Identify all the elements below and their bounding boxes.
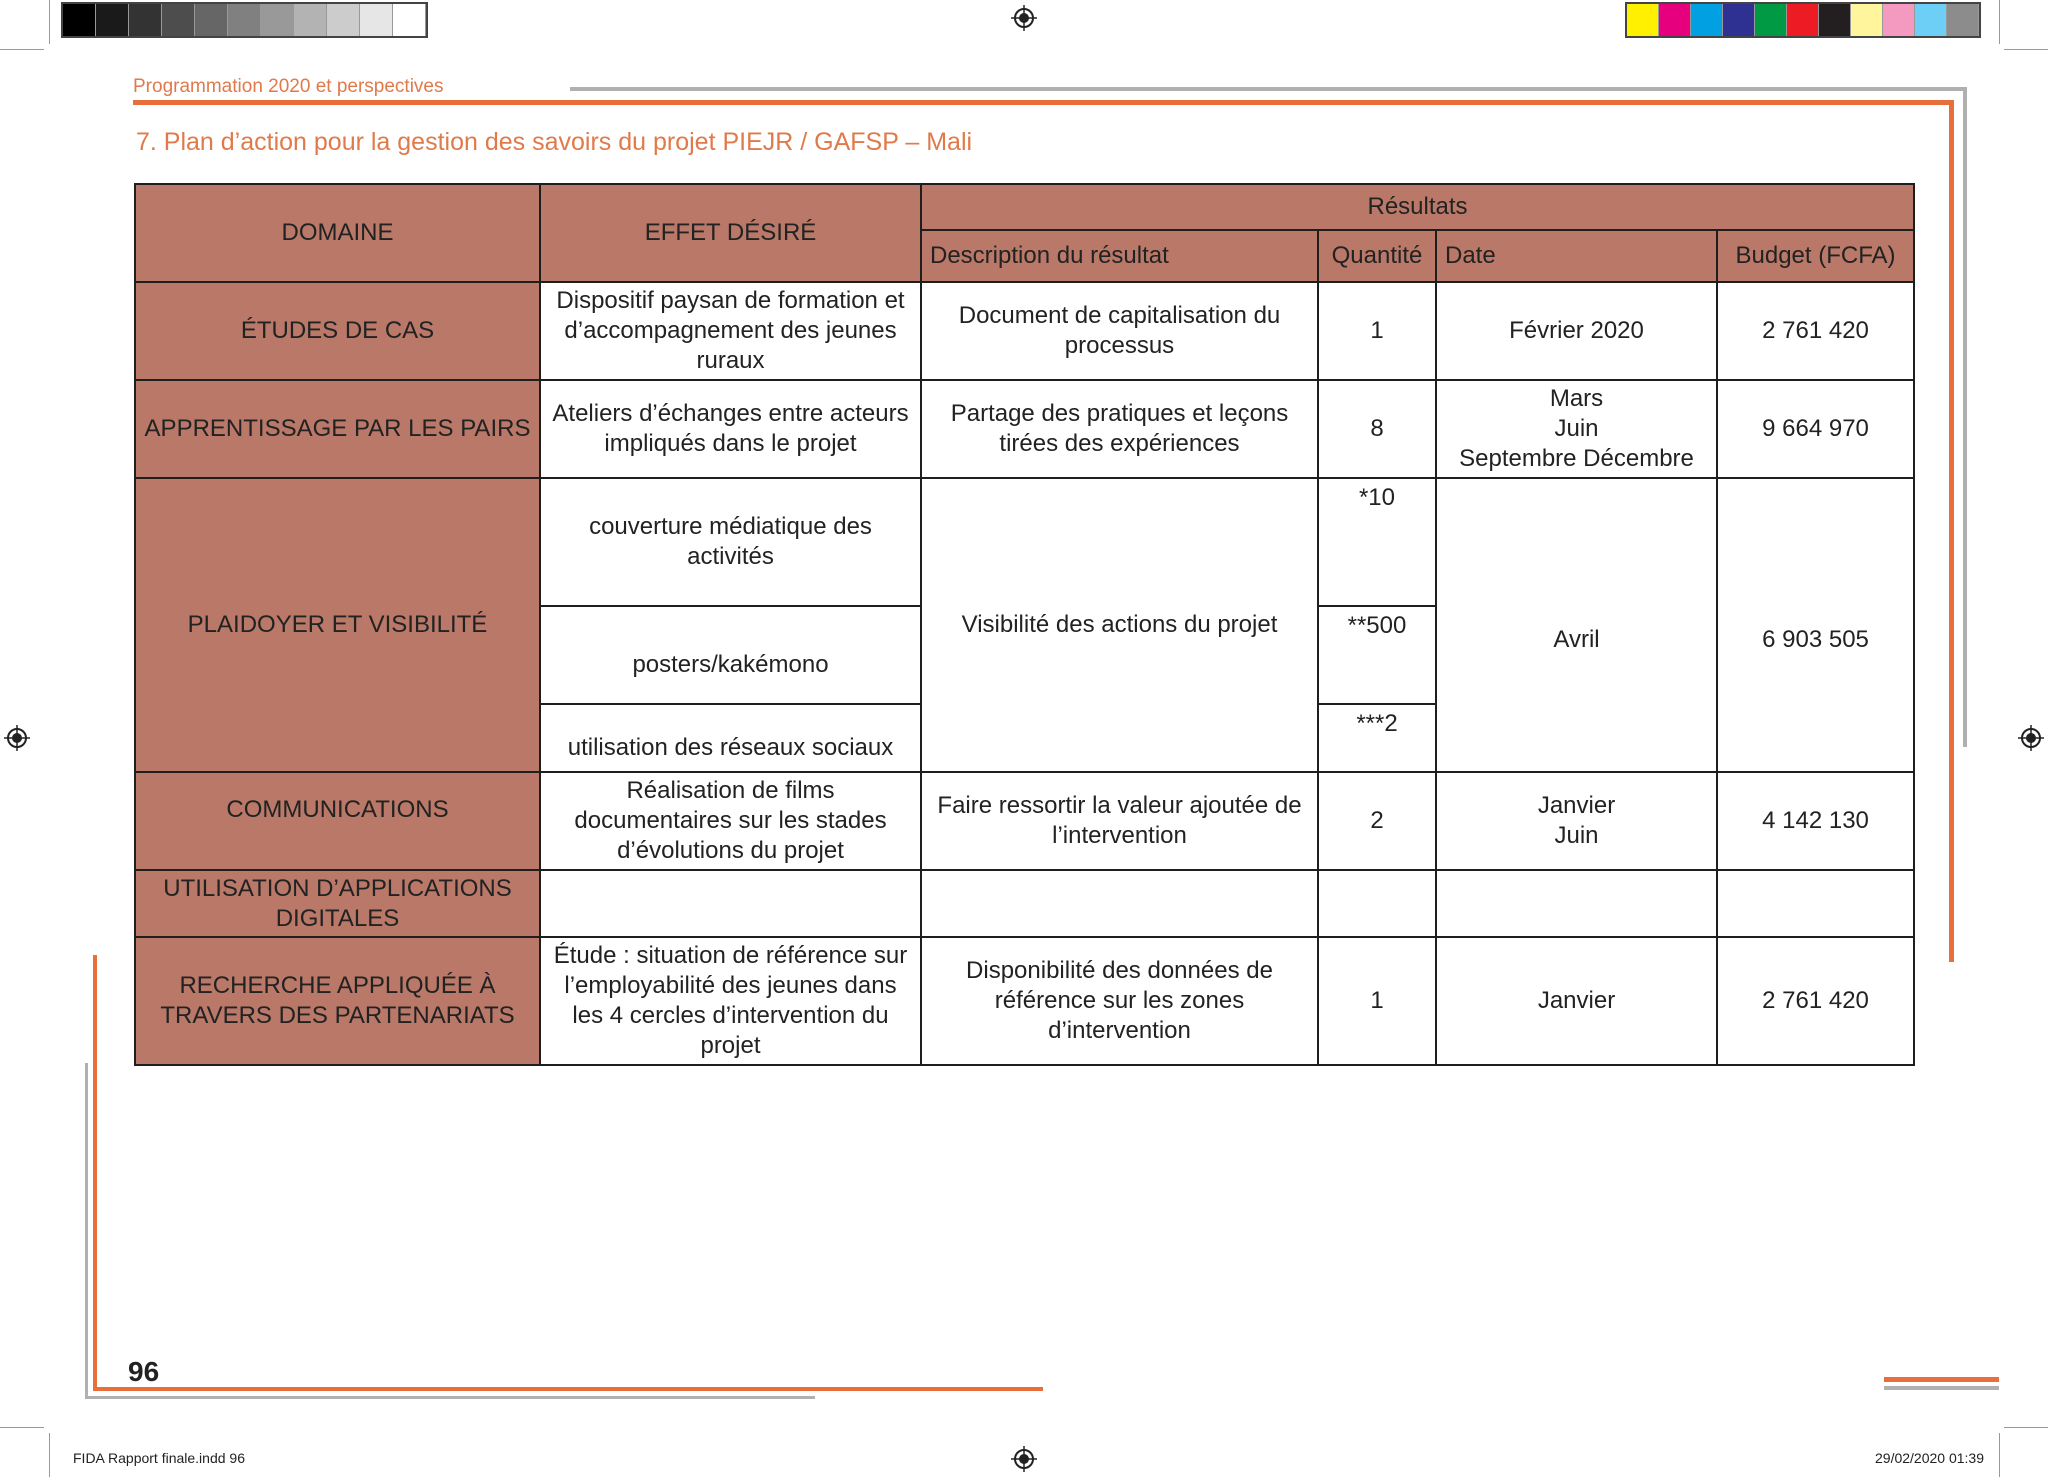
- color-swatch: [1723, 4, 1755, 36]
- header-rule-orange: [133, 100, 1953, 105]
- gray-swatch: [327, 4, 360, 36]
- description-cell: Partage des pratiques et leçons tirées des expériences: [921, 380, 1318, 478]
- crop-mark: [0, 1427, 44, 1428]
- date-cell: [1436, 870, 1717, 937]
- domaine-cell: PLAIDOYER ET VISIBILITÉ: [135, 478, 540, 772]
- color-swatch: [1659, 4, 1691, 36]
- effet-cell: Dispositif paysan de formation et d’accompagnement des jeunes ruraux: [540, 282, 921, 380]
- gray-swatch: [360, 4, 393, 36]
- table-row: [135, 478, 1914, 606]
- crop-mark: [49, 0, 50, 44]
- frame-rule-orange: [1949, 100, 1954, 962]
- effet-cell: [540, 870, 921, 937]
- frame-rule-gray: [1963, 87, 1967, 747]
- date-line: Septembre Décembre: [1459, 445, 1694, 472]
- domaine-cell: UTILISATION D’APPLICATIONS DIGITALES: [135, 870, 540, 937]
- domaine-cell: APPRENTISSAGE PAR LES PAIRS: [135, 380, 540, 478]
- footer-rule-gray-vertical: [85, 1063, 88, 1399]
- gray-swatch: [162, 4, 195, 36]
- color-swatch: [1787, 4, 1819, 36]
- header-quantite: Quantité: [1318, 230, 1436, 282]
- date-line: Janvier: [1537, 792, 1616, 819]
- color-swatch: [1883, 4, 1915, 36]
- description-cell: [921, 870, 1318, 937]
- quantite-cell: 1: [1318, 937, 1436, 1065]
- page-number: 96: [128, 1356, 160, 1387]
- quantite-cell: 2: [1318, 772, 1436, 870]
- date-line: Mars: [1549, 385, 1604, 412]
- color-swatch: [1819, 4, 1851, 36]
- header-effet-desire: EFFET DÉSIRÉ: [540, 184, 921, 282]
- gray-swatch: [261, 4, 294, 36]
- date-line: Juin: [1554, 415, 1599, 442]
- crop-mark: [0, 49, 44, 50]
- color-swatch: [1755, 4, 1787, 36]
- header-description: Description du résultat: [921, 230, 1318, 282]
- quantite-cell: 1: [1318, 282, 1436, 380]
- gray-swatch: [129, 4, 162, 36]
- budget-cell: 2 761 420: [1717, 937, 1914, 1065]
- date-cell: Avril: [1436, 478, 1717, 772]
- crop-mark: [49, 1433, 50, 1477]
- crop-mark: [1999, 0, 2000, 44]
- header-rule-gray: [570, 87, 1967, 91]
- budget-cell: 2 761 420: [1717, 282, 1914, 380]
- effet-cell: utilisation des réseaux sociaux: [540, 704, 921, 772]
- quantite-cell: **500: [1318, 606, 1436, 704]
- header-date: Date: [1436, 230, 1717, 282]
- quantite-cell: [1318, 870, 1436, 937]
- description-cell: Visibilité des actions du projet: [921, 478, 1318, 772]
- running-head: Programmation 2020 et perspectives: [133, 76, 444, 97]
- color-swatch: [1947, 4, 1979, 36]
- effet-cell: couverture médiatique des activités: [540, 478, 921, 606]
- date-cell: [1436, 380, 1717, 478]
- registration-mark-icon: [4, 725, 30, 751]
- description-cell: Faire ressortir la valeur ajoutée de l’intervention: [921, 772, 1318, 870]
- color-swatch: [1691, 4, 1723, 36]
- grayscale-calibration-bar: [61, 2, 428, 38]
- date-cell: [1436, 772, 1717, 870]
- date-slug: 29/02/2020 01:39: [1875, 1450, 1984, 1466]
- footer-right-rule-gray: [1884, 1386, 1999, 1390]
- quantite-cell: *10: [1318, 478, 1436, 606]
- quantite-cell: ***2: [1318, 704, 1436, 772]
- table-row: [135, 937, 1914, 1065]
- budget-cell: 4 142 130: [1717, 772, 1914, 870]
- footer-rule-orange-vertical: [93, 955, 97, 1390]
- table-row: [135, 870, 1914, 937]
- registration-mark-icon: [1011, 1446, 1037, 1472]
- crop-mark: [1999, 1433, 2000, 1477]
- table-header-row: [135, 184, 1914, 230]
- gray-swatch: [195, 4, 228, 36]
- registration-mark-icon: [2018, 725, 2044, 751]
- table-row: [135, 772, 1914, 870]
- registration-mark-icon: [1011, 5, 1037, 31]
- date-cell: Janvier: [1436, 937, 1717, 1065]
- domaine-cell: COMMUNICATIONS: [135, 772, 540, 870]
- effet-cell: posters/kakémono: [540, 606, 921, 704]
- color-swatch: [1627, 4, 1659, 36]
- budget-cell: [1717, 870, 1914, 937]
- gray-swatch: [96, 4, 129, 36]
- effet-cell: Ateliers d’échanges entre acteurs impliqués dans le projet: [540, 380, 921, 478]
- gray-swatch: [63, 4, 96, 36]
- header-budget: Budget (FCFA): [1717, 230, 1914, 282]
- effet-cell: Étude : situation de référence sur l’employabilité des jeunes dans les 4 cercles d’intervention du projet: [540, 937, 921, 1065]
- file-slug: FIDA Rapport finale.indd 96: [73, 1450, 245, 1466]
- crop-mark: [2004, 49, 2048, 50]
- table-row: [135, 282, 1914, 380]
- header-resultats: Résultats: [921, 184, 1914, 230]
- section-title: 7. Plan d’action pour la gestion des savoirs du projet PIEJR / GAFSP – Mali: [136, 128, 973, 156]
- description-cell: Disponibilité des données de référence sur les zones d’intervention: [921, 937, 1318, 1065]
- budget-cell: 9 664 970: [1717, 380, 1914, 478]
- budget-cell: 6 903 505: [1717, 478, 1914, 772]
- gray-swatch: [294, 4, 327, 36]
- description-cell: Document de capitalisation du processus: [921, 282, 1318, 380]
- table-row: [135, 380, 1914, 478]
- header-domaine: DOMAINE: [135, 184, 540, 282]
- action-plan-table: [134, 183, 1915, 1066]
- color-calibration-bar: [1625, 2, 1981, 38]
- footer-rule-gray: [85, 1396, 815, 1399]
- domaine-cell: ÉTUDES DE CAS: [135, 282, 540, 380]
- crop-mark: [2004, 1427, 2048, 1428]
- effet-cell: Réalisation de films documentaires sur les stades d’évolutions du projet: [540, 772, 921, 870]
- domaine-cell: RECHERCHE APPLIQUÉE À TRAVERS DES PARTENARIATS: [135, 937, 540, 1065]
- date-cell: Février 2020: [1436, 282, 1717, 380]
- quantite-cell: 8: [1318, 380, 1436, 478]
- gray-swatch: [393, 4, 426, 36]
- color-swatch: [1851, 4, 1883, 36]
- date-line: Juin: [1554, 822, 1599, 849]
- footer-rule-orange: [93, 1387, 1043, 1391]
- footer-right-rule-orange: [1884, 1377, 1999, 1382]
- color-swatch: [1915, 4, 1947, 36]
- gray-swatch: [228, 4, 261, 36]
